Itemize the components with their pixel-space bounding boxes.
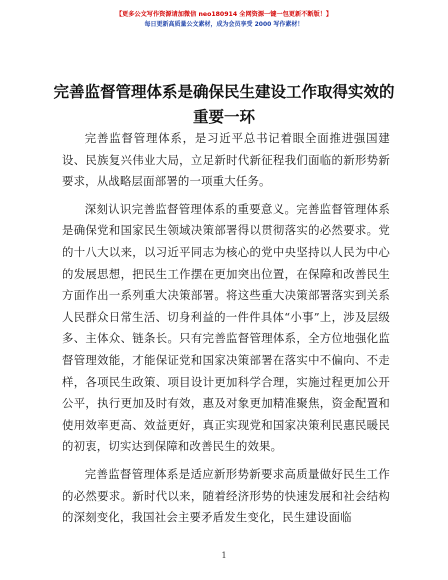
paragraph-intro: 完善监督管理体系，是习近平总书记着眼全面推进强国建设、民族复兴伟业大局，立足新时代新征程我们面临的新形势新要求，从战略层面部署的一项重大任务。 xyxy=(62,131,390,189)
document-body xyxy=(62,128,390,533)
banner-promo-line: 【更多公文写作资源请加微信 neo180914 全网资源一键一包更新不断版！】 xyxy=(115,11,333,18)
paragraph-new-requirements: 完善监督管理体系是适应新形势新要求高质量做好民生工作的必然要求。新时代以来，随着经济形势的快速发展和社会结构的深刻变化，我国社会主要矛盾发生变化，民生建设面临 xyxy=(62,466,390,525)
page-number: 1 xyxy=(221,551,227,560)
header-banner xyxy=(0,10,448,30)
document-title: 完善监督管理体系是确保民生建设工作取得实效的重要一环 xyxy=(53,83,395,126)
banner-subscribe-line: 每日更新高质量公文素材，成为会员享受 2000 写作素材！ xyxy=(144,21,304,28)
paragraph-significance: 深刻认识完善监督管理体系的重要意义。完善监督管理体系是确保党和国家民生领域决策部署得以贯彻落实的必然要求。党的十八大以来，以习近平同志为核心的党中央坚持以人民为中心的发展思想，把民生工作摆在更加突出位置，在保障和改善民生方面作出一系列重大决策部署。将这些重大决策部署落实到关系人民群众日常生活、切身利益的一件件具体“小事”上，涉及层级多、主体众、链条长。只有完善监督管理体系，全方位地强化监督管理效能，才能保证党和国家决策部署在落实中不偏向、不走样，各项民生政策、项目设计更加科学合理，实施过程更加公开公平，执行更加及时有效，惠及对象更加精准聚焦，资金配置和使用效率更高、效益更好，真正实现党和国家决策利民惠民暖民的初衷，切实达到保障和改善民生的效果。 xyxy=(62,201,390,454)
